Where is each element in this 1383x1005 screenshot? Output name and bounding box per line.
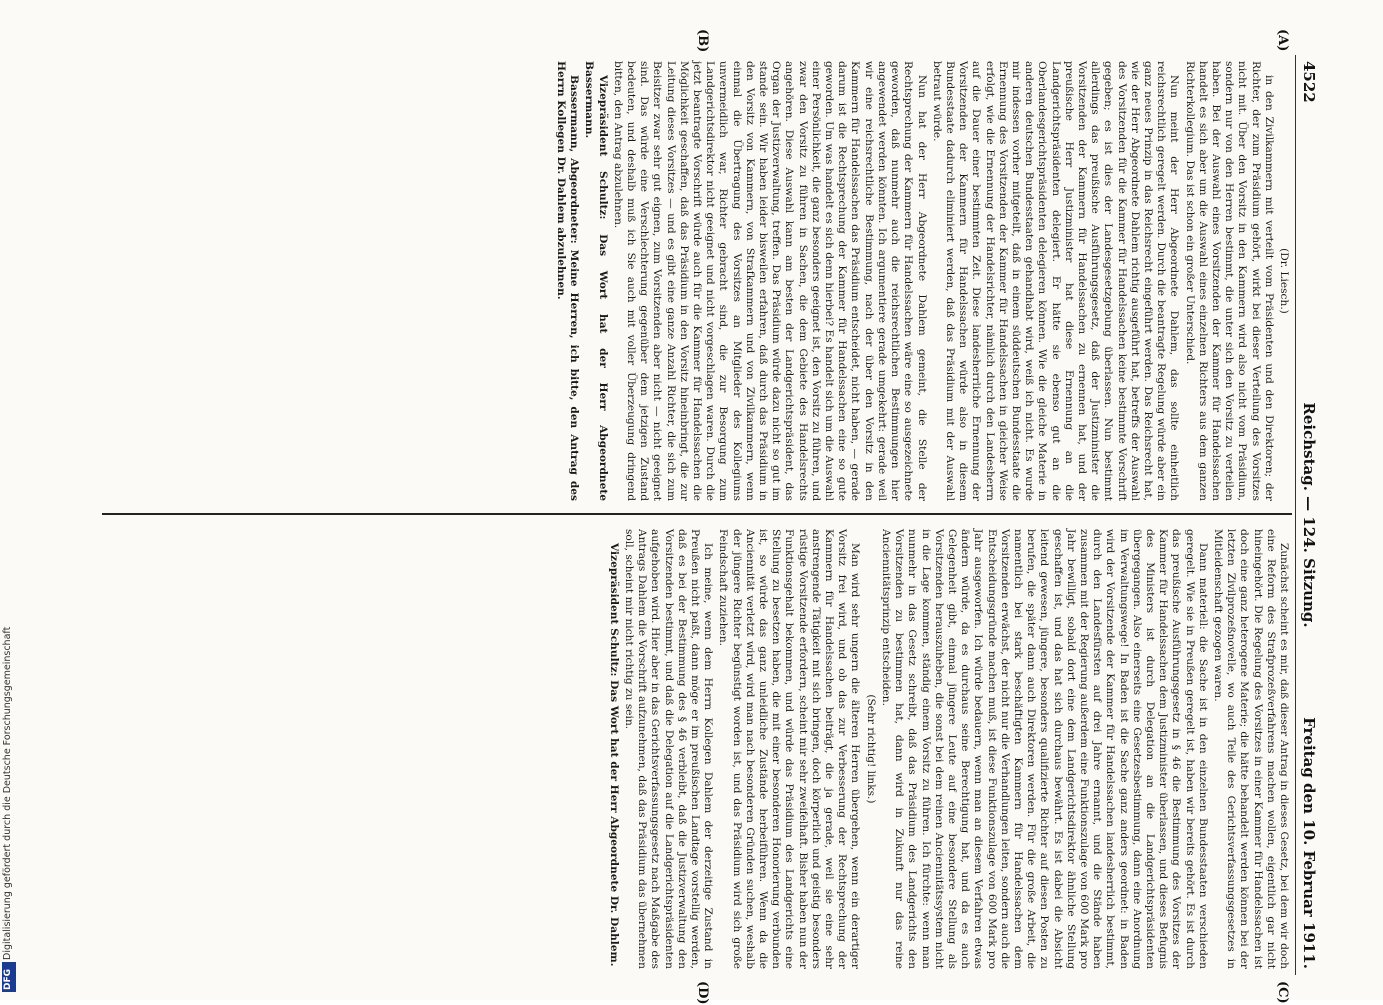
- interjection: (Sehr richtig! links.): [864, 694, 877, 804]
- page-header: [1296, 55, 1320, 975]
- dfg-logo: [2, 962, 16, 992]
- paragraph: Nun hat der Herr Abgeordnete Dahlem gemeint, die Stelle der Rechtsprechung der Kammern für Handelssachen wäre eine so ausgezeichnete geworden, daß nunmehr auch die reichsrechtlichen Bestimmungen hier angewendet werden könnten. Ich argumentiere gerade umgekehrt: gerade weil wir eine reichsrechtliche Bestimmung, nach der über den Vorsitz in den Kammern für Handelssachen das Präsidium entscheidet, nicht haben, — gerade darum ist die Rechtsprechung der Kammer für Handelssachen eine so gute geworden. Um was handelt es sich denn hierbei? Es handelt sich um die Auswahl einer Persönlichkeit, die ganz besonders geeignet ist, den Vorsitz zu führen, und zwar den Vorsitz zu führen in Sachen, die dem Gebiete des Handelsrechts angehören. Diese Auswahl kann am besten der Landgerichtspräsident, das Organ der Justizverwaltung, treffen. Das Präsidium würde dazu nicht so gut im stande sein. Wir haben leider bisweilen erfahren, daß durch das Präsidium in den Vorsitz von Kammern, von Strafkammern und von Zivilkammern, wenn einmal die Übertragung des Vorsitzes an Mitglieder des Kollegiums unvermeidlich war, Richter gebracht sind, die zur Besorgung zum Landgerichtsdirektor nicht geeignet und nicht vorgeschlagen waren. Durch die jetzt beantragte Vorschrift würde auch für die Kammer für Handelssachen die Möglichkeit geschaffen, daß das Präsidium in den Vorsitz hineinbringt, die zur Leitung dieses Vorsitzes — und es gibt eine ganze Anzahl Richter, die sich zum Beisitzer zwar sehr gut eignen, zum Vorsitzenden aber nicht — nicht geeignet sind. Das würde eine Verschlechterung gegenüber dem jetzigen Zustand bedeuten, und deshalb muß ich Sie auch mit voller Überzeugung dringend bitten, den Antrag abzulehnen.: [611, 61, 928, 501]
- page-number: 4522: [1300, 61, 1318, 103]
- paragraph: in den Zivilkammern mit verteilt vom Präsidenten und den Direktoren; der Richter, der zum Präsidium gehört, wirkt bei dieser Verteilung des Vorsitzes nicht mit. Über den Vorsitz in den Kammern wird also nicht vom Präsidium, sondern nur von den Herren bestimmt, die unter sich den Vorsitz zu verteilen haben. Bei der Auswahl eines Vorsitzenden der Kammer für Handelssachen handelt es sich aber um die Auswahl eines einzelnen Richters aus dem ganzen Richterkollegium. Das ist schon ein großer Unterschied.: [1183, 61, 1275, 501]
- dfg-logo-text: DFG: [3, 968, 13, 990]
- rotated-print-area: [80, 29, 1320, 1005]
- paragraph: Nun meint der Herr Abgeordnete Dahlem, das sollte einheitlich reichsrechtlich geregelt werden. Durch die beantragte Regelung würde aber ein ganz neues Prinzip in das Reichsrecht eingeführt werden. Das Reichsrecht hat, wie der Herr Abgeordnete Dahlem richtig ausgeführt hat, betreffs der Auswahl des Vorsitzenden für die Kammer für Handelssachen keine bestimmte Vorschrift gegeben; es ist dies der Landesgesetzgebung überlassen. Nun bestimmt allerdings das preußische Ausführungsgesetz, daß der Justizminister die Vorsitzenden der Kammern für Handelssachen zu ernennen hat, und der preußische Herr Justizminister hat diese Ernennung an die Landgerichtspräsidenten delegiert. Er hätte sie ebenso gut an die Oberlandesgerichtspräsidenten delegieren können. Wie die gleiche Materie in anderen deutschen Bundesstaaten gehandhabt wird, weiß ich nicht. Es wurde mir indessen vorher mitgeteilt, daß in einem süddeutschen Bundesstaate die Ernennung des Vorsitzenden der Kammer für Handelssachen in gleicher Weise erfolgt, wie die Ernennung der Handelsrichter, nämlich durch den Landesherrn auf die Dauer einer bestimmten Zeit. Diese landesherrliche Ernennung der Vorsitzenden der Kammern für Handelssachen würde also in diesem Bundesstaate dadurch eliminiert werden, daß das Präsidium mit der Auswahl betraut würde.: [930, 61, 1181, 501]
- header-rule: [1295, 55, 1296, 975]
- digitization-credit: [2, 600, 16, 960]
- margin-marker-b: (B): [695, 29, 710, 53]
- speaker-line: Bassermann, Abgeordneter: Meine Herren, ich bitte, den Antrag des Herrn Kollegen Dr. Dahlem abzulehnen.: [555, 61, 581, 501]
- digitization-credit-text: Digitalisierung gefördert durch die Deutsche Forschungsgemeinschaft: [2, 626, 13, 960]
- header-title: Reichstag. — 124. Sitzung.: [1300, 402, 1318, 628]
- paragraph: Man wird sehr ungern die älteren Herren übergehen, wenn ein derartiger Vorsitz frei wird, und ob das zur Verbesserung der Rechtsprechung der Kammern für Handelssachen beiträgt, die ja gerade, weil sie eine sehr anstrengende Tätigkeit mit sich bringen, doch körperlich und geistig besonders rüstige Vorsitzende erfordern, scheint mir sehr zweifelhaft. Bisher haben nun der Funktionsgehalt bekommen, und würde das Präsidium des Landgerichts eine Stellung zu besetzen haben, die mit einer besonderen Honorierung verbunden ist, so würde das ganz unleidliche Zustände herbeiführen. Wenn da die Anciennität verletzt wird, wird man nach besonderen Gründen suchen, weshalb der jüngere Richter begünstigt worden ist, und das Präsidium wird sich große Feindschaft zuziehen.: [717, 529, 862, 969]
- right-column: [605, 529, 1290, 969]
- margin-marker-d: (D): [695, 981, 710, 1005]
- speaker-line: Vizepräsident Schultz: Das Wort hat der Herr Abgeordnete Dr. Dahlem.: [607, 543, 620, 967]
- margin-marker-a: (A): [1275, 29, 1290, 52]
- margin-marker-c: (C): [1275, 981, 1290, 1004]
- speaker-line: Vizepräsident Schultz: Das Wort hat der Herr Abgeordnete Bassermann.: [583, 61, 609, 501]
- header-date: Freitag den 10. Februar 1911.: [1300, 717, 1318, 969]
- paragraph: Dann materiell: die Sache ist in den einzelnen Bundesstaaten verschieden geregelt. Wie sie in Preußen geregelt ist, haben wir bereits gehört. Es ist durch das preußische Ausführungsgesetz in § 46 die Bestimmung des Vorsitzes der Kammer für Handelssachen dem Justizminister überlassen, und dieses Befugnis des Ministers ist durch Delegation an die Landgerichtspräsidenten übergegangen. Also einerseits eine Gesetzesbestimmung, dann eine Anordnung im Verwaltungswege! In Baden ist die Sache ganz anders geordnet: in Baden wird der Vorsitzende der Kammer für Handelssachen landesherrlich bestimmt, durch den Landesfürsten auf drei Jahre ernannt, und die Stände haben zusammen mit der Regierung außerdem eine Funktionszulage von 600 Mark pro Jahr bewilligt, sobald dort eine dem Landgerichtsdirektor ähnliche Stellung geschaffen ist, und das hat sich durchaus bewährt. Es ist dabei die Absicht leitend gewesen, jüngere, besonders qualifizierte Richter auf diesen Posten zu berufen, die später dann auch Direktoren werden. Für die große Arbeit, die namentlich bei stark beschäftigten Kammern für Handelssachen dem Vorsitzenden erwächst, der nicht nur die Verhandlungen leiten, sondern auch die Entscheidungsgründe machen muß, ist diese Funktionszulage von 600 Mark pro Jahr ausgeworfen. Ich würde bedauern, wenn man an diesem Verfahren etwas ändern würde, da es durchaus seine Berechtigung hat, und da es auch Gelegenheit gibt, einmal jüngere Leute auf eine besondere Stellung als Vorsitzenden herauszuheben, die sonst bei dem reinen Anciennitätssystem nicht in die Lage kommen, ständig einem Vorsitz zu führen. Ich fürchte: wenn man nunmehr in das Gesetz schreibt, daß das Präsidium des Landgerichts den Vorsitzenden zu bestimmen hat, dann wird in Zukunft nur das reine Anciennitätsprinzip entscheiden.: [879, 529, 1209, 969]
- paragraph: Zunächst scheint es mir, daß dieser Antrag in dieses Gesetz, bei dem wir doch eine Reform des Strafprozeßverfahrens machen wollen, eigentlich gar nicht hineingehört. Die Regelung des Vorsitzes in einer Kammer für Handelssachen ist doch eine ganz heterogene Materie; die hätte behandelt werden können bei der letzten Zivilprozeßnovelle, wo auch Teile des Gerichtsverfassungsgesetzes in Mitleidenschaft gezogen waren.: [1211, 529, 1290, 969]
- left-column: [552, 61, 1290, 501]
- column-divider: [102, 513, 1292, 515]
- speaker-reference: (Dr. Liesch.): [1278, 248, 1290, 314]
- paragraph: Ich meine, wenn dem Herrn Kollegen Dahlem der derzeitige Zustand in Preußen nicht paßt, dann möge er im preußischen Landtage vorstellig werden, daß es bei der Bestimmung des § 46 verbleibt, daß die Justizverwaltung den Vorsitzenden bestimmt, und daß die Delegation auf die Landgerichtspräsidenten aufgehoben wird. Hier aber in das Gerichtsverfassungsgesetz nach Maßgabe des Antrags Dahlem die Vorschrift aufzunehmen, daß das Präsidium das übernehmen soll, scheint mir nicht richtig zu sein.: [623, 529, 715, 969]
